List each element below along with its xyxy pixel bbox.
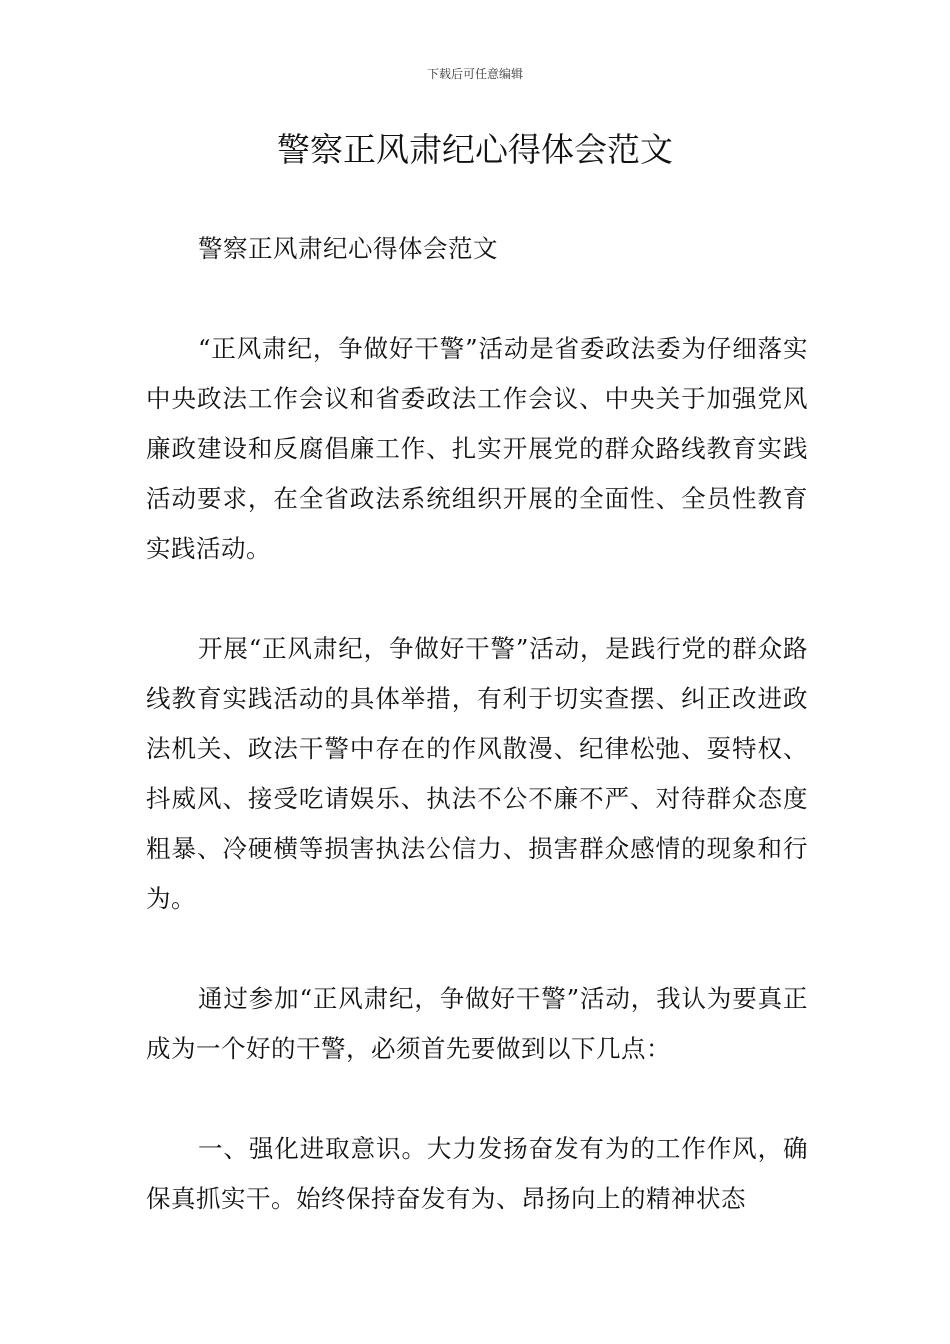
paragraph-gap [146,574,808,624]
paragraph-3: 通过参加“正风肃纪，争做好干警”活动，我认为要真正成为一个好的干警，必须首先要做到以下几点： [146,984,808,1063]
paragraph-2: 开展“正风肃纪，争做好干警”活动，是践行党的群众路线教育实践活动的具体举措，有利于切实查摆、纠正改进政法机关、政法干警中存在的作风散漫、纪律松弛、耍特权、抖威风、接受吃请娱乐、执法不公不廉不严、对待群众态度粗暴、冷硬横等损害执法公信力、损害群众感情的现象和行为。 [146,634,808,913]
paragraph-subtitle: 警察正风肃纪心得体会范文 [198,234,498,263]
paragraph-gap [146,274,808,324]
paragraph-4: 一、强化进取意识。大力发扬奋发有为的工作作风，确保真抓实干。始终保持奋发有为、昂扬向上的精神状态 [146,1134,808,1213]
paragraph-gap [146,924,808,974]
document-title: 警察正风肃纪心得体会范文 [277,130,673,169]
paragraph-1: “正风肃纪，争做好干警”活动是省委政法委为仔细落实中央政法工作会议和省委政法工作会议、中央关于加强党风廉政建设和反腐倡廉工作、扎实开展党的群众路线教育实践活动要求，在全省政法系统组织开展的全面性、全员性教育实践活动。 [146,334,808,563]
header-note: 下载后可任意编辑 [426,67,523,81]
paragraph-gap [146,1074,808,1124]
document-body [146,224,808,1224]
